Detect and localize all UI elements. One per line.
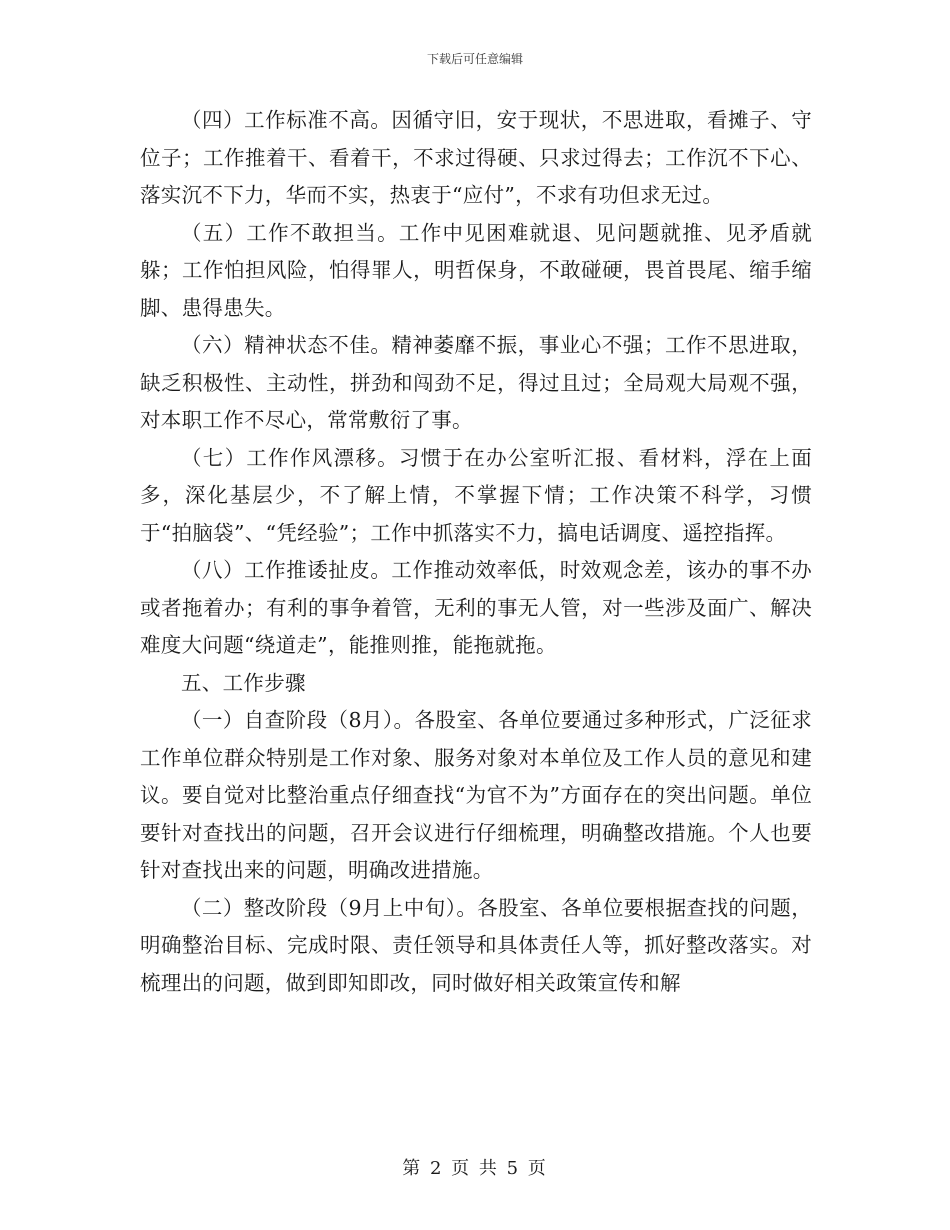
paragraph-4-standards: （四）工作标准不高。因循守旧，安于现状，不思进取，看摊子、守位子；工作推着干、看着干，不求过得硬、只求过得去；工作沉不下心、落实沉不下力，华而不实，热衷于“应付”，不求有功但求无过。: [140, 108, 812, 207]
paragraph-5-responsibility: （五）工作不敢担当。工作中见困难就退、见问题就推、见矛盾就躲；工作怕担风险，怕得罪人，明哲保身，不敢碰硬，畏首畏尾、缩手缩脚、患得患失。: [140, 220, 812, 320]
body-text: [140, 102, 812, 1002]
paragraph-step-2-rectification: （二）整改阶段（9月上中旬）。各股室、各单位要根据查找的问题，明确整治目标、完成时限、责任领导和具体责任人等，抓好整改落实。对梳理出的问题，做到即知即改，同时做好相关政策宣传和解: [140, 895, 812, 995]
paragraph-step-1-self-check: （一）自查阶段（8月）。各股室、各单位要通过多种形式，广泛征求工作单位群众特别是工作对象、服务对象对本单位及工作人员的意见和建议。要自觉对比整治重点仔细查找“为官不为”方面存在的突出问题。单位要针对查找出的问题，召开会议进行仔细梳理，明确整改措施。个人也要针对查找出来的问题，明确改进措施。: [140, 708, 812, 882]
paragraph-7-style: （七）工作作风漂移。习惯于在办公室听汇报、看材料，浮在上面多，深化基层少，不了解上情，不掌握下情；工作决策不科学，习惯于“拍脑袋”、“凭经验”；工作中抓落实不力，搞电话调度、遥控指挥。: [140, 445, 812, 545]
paragraph-6-spirit: （六）精神状态不佳。精神萎靡不振，事业心不强；工作不思进取，缺乏积极性、主动性，拼劲和闯劲不足，得过且过；全局观大局观不强，对本职工作不尽心，常常敷衍了事。: [140, 333, 812, 432]
page-number-footer: 第 2 页 共 5 页: [402, 1158, 548, 1179]
header-note: 下载后可任意编辑: [426, 52, 523, 66]
paragraph-8-shirking: （八）工作推诿扯皮。工作推动效率低，时效观念差，该办的事不办或者拖着办；有利的事争着管，无利的事无人管，对一些涉及面广、解决难度大问题“绕道走”，能推则推，能拖就拖。: [140, 558, 812, 657]
section-heading-work-steps: 五、工作步骤: [181, 670, 306, 695]
